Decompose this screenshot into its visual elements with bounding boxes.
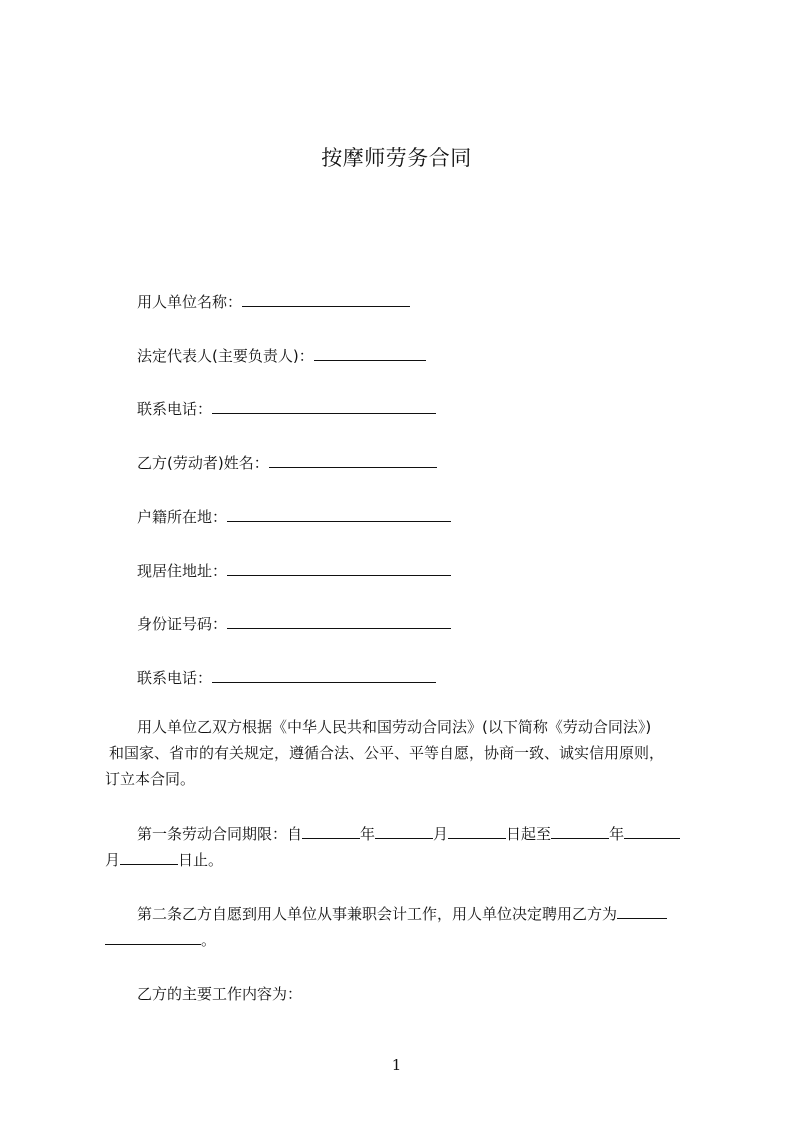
employer-phone-blank bbox=[212, 399, 436, 414]
intro-line-2: 和国家、省市的有关规定，遵循合法、公平、平等自愿，协商一致、诚实信用原则， bbox=[109, 744, 665, 762]
article-2-line-1 bbox=[105, 901, 702, 927]
end-year-label: 年 bbox=[609, 825, 625, 843]
intro-line-1: 用人单位乙双方根据《中华人民共和国劳动合同法》(以下简称《劳动合同法》) bbox=[137, 718, 652, 736]
employer-name-field bbox=[137, 292, 410, 312]
start-day-label: 日起至 bbox=[506, 825, 552, 843]
article-1-prefix: 第一条劳动合同期限：自 bbox=[137, 825, 303, 843]
id-number-field bbox=[137, 614, 451, 634]
start-year-label: 年 bbox=[360, 825, 376, 843]
household-registration-label: 户籍所在地： bbox=[137, 508, 228, 526]
position-blank-a bbox=[617, 904, 667, 919]
end-day-label: 日止。 bbox=[178, 851, 224, 869]
worker-phone-blank bbox=[212, 668, 436, 683]
employer-phone-label: 联系电话： bbox=[137, 400, 213, 418]
article-1-paragraph bbox=[105, 821, 702, 873]
id-number-blank bbox=[227, 614, 451, 629]
start-day-blank bbox=[448, 824, 506, 839]
legal-representative-label: 法定代表人(主要负责人)： bbox=[137, 347, 314, 365]
start-month-blank bbox=[375, 824, 433, 839]
page-number: 1 bbox=[391, 1056, 402, 1074]
worker-phone-label: 联系电话： bbox=[137, 669, 213, 687]
legal-representative-blank bbox=[314, 346, 426, 361]
employer-name-label: 用人单位名称： bbox=[137, 293, 243, 311]
worker-phone-field bbox=[137, 668, 436, 688]
worker-name-blank bbox=[269, 453, 437, 468]
worker-name-field bbox=[137, 453, 437, 473]
document-title: 按摩师劳务合同 bbox=[321, 146, 472, 170]
article-2-text: 第二条乙方自愿到用人单位从事兼职会计工作，用人单位决定聘用乙方为 bbox=[137, 905, 618, 923]
article-1-line-2 bbox=[105, 847, 702, 873]
start-year-blank bbox=[302, 824, 360, 839]
id-number-label: 身份证号码： bbox=[137, 615, 228, 633]
article-2-end: 。 bbox=[201, 931, 217, 949]
household-registration-field bbox=[137, 507, 451, 527]
worker-name-label: 乙方(劳动者)姓名： bbox=[137, 454, 269, 472]
current-address-label: 现居住地址： bbox=[137, 562, 228, 580]
current-address-blank bbox=[227, 561, 451, 576]
duties-text: 乙方的主要工作内容为： bbox=[137, 985, 303, 1003]
employer-name-blank bbox=[242, 292, 410, 307]
end-year-blank bbox=[551, 824, 609, 839]
article-1-line-1 bbox=[105, 821, 702, 847]
intro-line-3: 订立本合同。 bbox=[105, 770, 196, 788]
end-day-blank bbox=[120, 850, 178, 865]
start-month-label: 月 bbox=[433, 825, 449, 843]
household-registration-blank bbox=[227, 507, 451, 522]
employer-phone-field bbox=[137, 399, 436, 419]
duties-paragraph bbox=[105, 981, 702, 1007]
intro-paragraph bbox=[105, 714, 702, 792]
article-2-paragraph bbox=[105, 901, 702, 953]
end-month-blank-a bbox=[624, 824, 680, 839]
current-address-field bbox=[137, 561, 451, 581]
end-month-label: 月 bbox=[105, 851, 121, 869]
legal-representative-field bbox=[137, 346, 426, 366]
position-blank-b bbox=[105, 930, 201, 945]
article-2-line-2 bbox=[105, 927, 702, 953]
